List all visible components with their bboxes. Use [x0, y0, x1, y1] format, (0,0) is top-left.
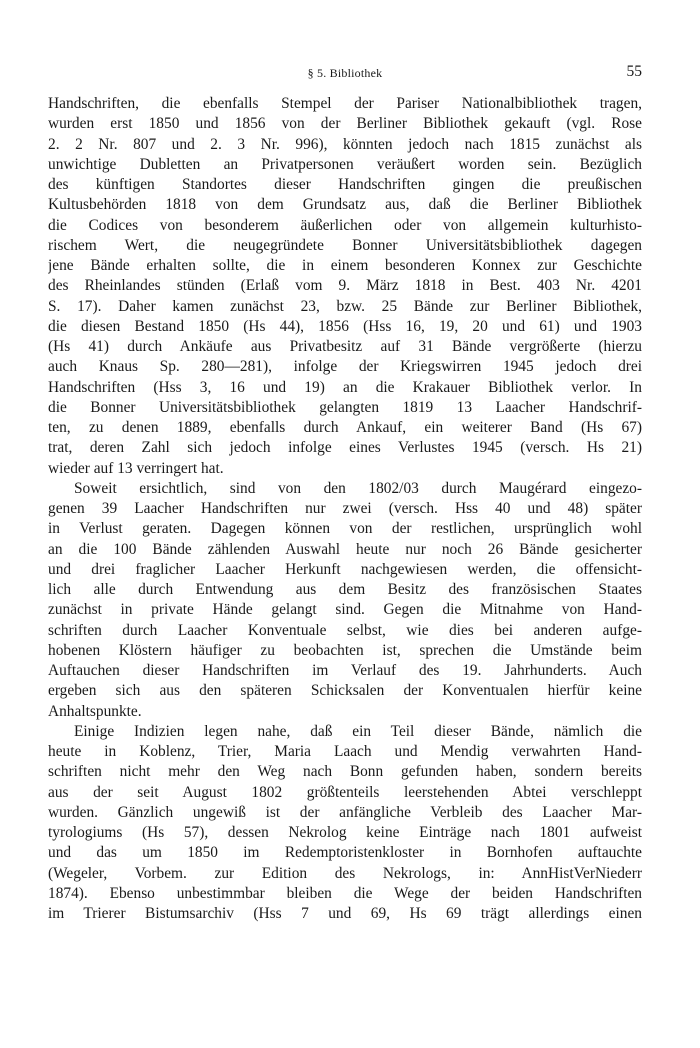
text-line: ten, zu denen 1889, ebenfalls durch Ankauf, ein weiterer Band (Hs 67): [48, 419, 642, 436]
page-number: 55: [626, 63, 642, 80]
text-line: aus der seit August 1802 größtenteils leerstehenden Abtei verschleppt: [48, 783, 642, 801]
text-line: wurden erst 1850 und 1856 von der Berliner Bibliothek gekauft (vgl. Rose: [48, 115, 642, 133]
text-line: jene Bände erhalten sollte, die in einem besonderen Konnex zur Geschichte: [48, 257, 642, 274]
text-line: die Codices von besonderem äußerlichen oder von allgemein kulturhisto-: [48, 216, 642, 234]
body-text: [48, 94, 642, 924]
text-line: 1874). Ebenso unbestimmbar bleiben die Wege der beiden Handschriften: [48, 884, 642, 902]
text-line: Auftauchen dieser Handschriften im Verlauf des 19. Jahrhunderts. Auch: [48, 662, 642, 679]
text-line: die Bonner Universitätsbibliothek gelangten 1819 13 Laacher Handschrif-: [48, 398, 642, 416]
text-line: wurden. Gänzlich ungewiß ist der anfängliche Verbleib des Laacher Mar-: [48, 803, 642, 821]
text-line: des Rheinlandes stünden (Erlaß vom 9. März 1818 in Best. 403 Nr. 4201: [48, 277, 642, 295]
text-line: Anhaltspunkte.: [48, 702, 142, 720]
text-line: des künftigen Standortes dieser Handschriften gingen die preußischen: [48, 176, 642, 193]
text-line: Kultusbehörden 1818 von dem Grundsatz aus, daß die Berliner Bibliothek: [48, 196, 642, 214]
text-line: trat, deren Zahl sich jedoch infolge eines Verlustes 1945 (versch. Hs 21): [48, 439, 642, 457]
text-line: ergeben sich aus den späteren Schicksalen der Konventualen hierfür keine: [48, 682, 642, 700]
text-line: S. 17). Daher kamen zunächst 23, bzw. 25 Bände zur Berliner Bibliothek,: [48, 297, 642, 315]
text-line: schriften durch Laacher Konventuale selbst, wie dies bei anderen aufge-: [48, 621, 642, 639]
text-line: schriften nicht mehr den Weg nach Bonn gefunden haben, sondern bereits: [48, 763, 642, 781]
running-head: [48, 63, 642, 83]
text-line: Einige Indizien legen nahe, daß ein Teil dieser Bände, nämlich die: [74, 722, 642, 740]
text-line: (Wegeler, Vorbem. zur Edition des Nekrologs, in: AnnHistVerNiederr: [48, 864, 642, 882]
text-line: unwichtige Dubletten an Privatpersonen veräußert worden sein. Bezüglich: [48, 155, 642, 173]
text-line: wieder auf 13 verringert hat.: [48, 459, 224, 477]
text-line: lich alle durch Entwendung aus dem Besitz des französischen Staates: [48, 581, 642, 598]
text-line: genen 39 Laacher Handschriften nur zwei (versch. Hss 40 und 48) später: [48, 500, 642, 517]
text-line: (Hs 41) durch Ankäufe aus Privatbesitz auf 31 Bände vergrößerte (hierzu: [48, 338, 642, 355]
text-line: tyrologiums (Hs 57), dessen Nekrolog keine Einträge nach 1801 aufweist: [48, 824, 642, 841]
text-line: und drei fraglicher Laacher Herkunft nachgewiesen werden, die offensicht-: [48, 560, 642, 578]
text-line: zunächst in private Hände gelangt sind. Gegen die Mitnahme von Hand-: [48, 601, 642, 619]
text-line: rischem Wert, die neugegründete Bonner Universitätsbibliothek dagegen: [48, 236, 642, 254]
text-line: Handschriften (Hss 3, 16 und 19) an die Krakauer Bibliothek verlor. In: [48, 378, 642, 396]
text-line: Handschriften, die ebenfalls Stempel der Pariser Nationalbibliothek tragen,: [48, 95, 642, 112]
text-line: die diesen Bestand 1850 (Hs 44), 1856 (Hss 16, 19, 20 und 61) und 1903: [48, 317, 642, 335]
text-line: hobenen Klöstern häufiger zu beobachten ist, sprechen die Umstände beim: [48, 641, 642, 659]
running-title: § 5. Bibliothek: [307, 66, 383, 80]
text-line: an die 100 Bände zählenden Auswahl heute nur noch 26 Bände gesicherter: [48, 540, 642, 558]
text-line: in Verlust geraten. Dagegen können von der restlichen, ursprünglich wohl: [48, 520, 642, 538]
text-line: auch Knaus Sp. 280—281), infolge der Kriegswirren 1945 jedoch drei: [48, 358, 642, 376]
text-line: und das um 1850 im Redemptoristenkloster in Bornhofen auftauchte: [48, 844, 642, 862]
text-line: 2. 2 Nr. 807 und 2. 3 Nr. 996), könnten jedoch nach 1815 zunächst als: [48, 135, 642, 153]
text-line: heute in Koblenz, Trier, Maria Laach und Mendig verwahrten Hand-: [48, 743, 642, 760]
text-line: Soweit ersichtlich, sind von den 1802/03 durch Maugérard eingezo-: [74, 479, 642, 497]
text-line: im Trierer Bistumsarchiv (Hss 7 und 69, Hs 69 trägt allerdings einen: [48, 905, 642, 922]
